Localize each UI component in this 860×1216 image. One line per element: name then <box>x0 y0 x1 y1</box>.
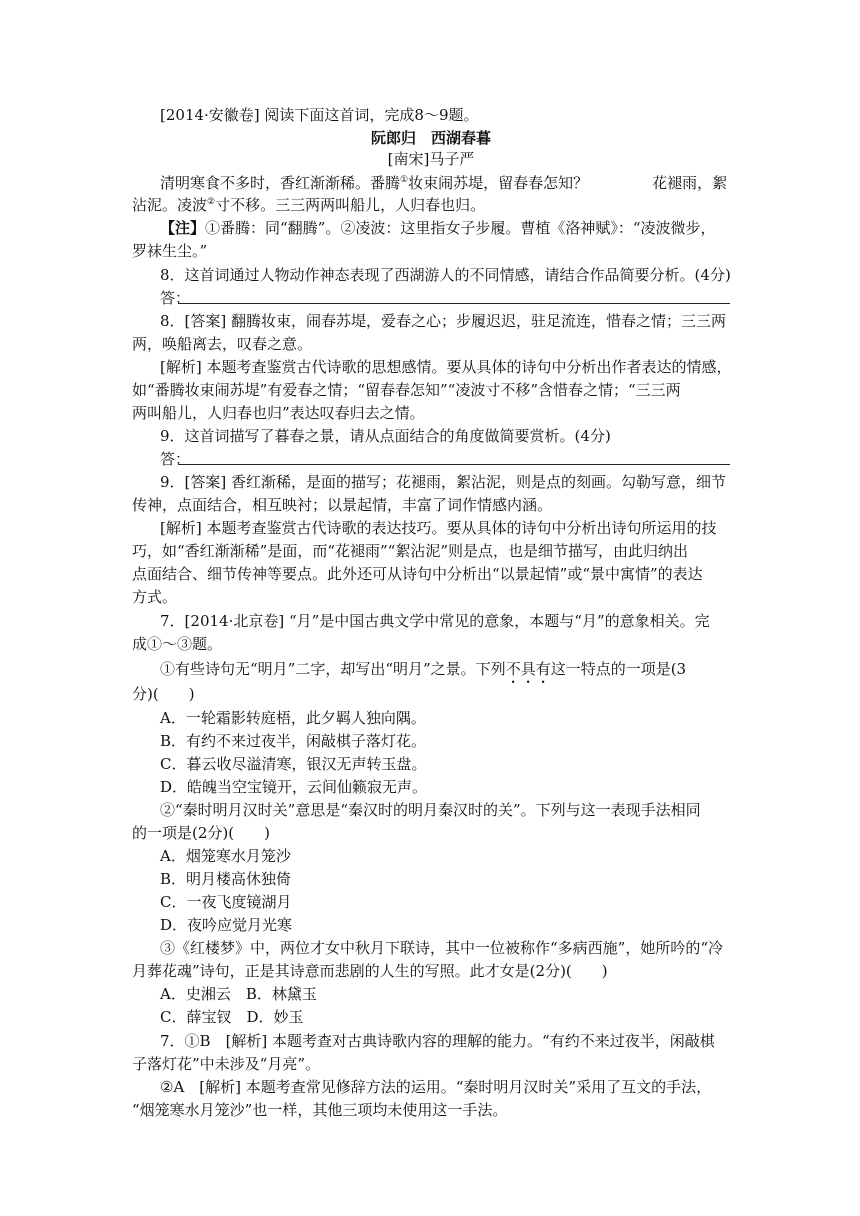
note-line-2: 罗袜生尘。” <box>132 242 208 260</box>
option-2b: B．明月楼高休独倚 <box>160 870 292 888</box>
footnote-marker: ① <box>400 175 409 185</box>
poem-title: 阮郎归 西湖春暮 <box>370 129 491 147</box>
poem-text: 妆束闹苏堤，留春春怎知？ <box>408 174 589 192</box>
analysis-9-line-2: 巧，如“香红渐渐稀”是面，而“花褪雨”“絮沾泥”则是点，也是细节描写，由此归纳出 <box>132 542 689 560</box>
option-2a: A．烟笼寒水月笼沙 <box>160 847 291 865</box>
question-9: 9．这首词描写了暮春之景，请从点面结合的角度做简要赏析。(4分) <box>160 427 611 445</box>
option-1a: A．一轮霜影转庭梧，此夕羁人独向隅。 <box>160 709 426 727</box>
note-text: ①番腾：同“翻腾”。②凌波：这里指女子步履。曹植《洛神赋》：“凌波微步， <box>205 219 716 237</box>
option-2c: C．一夜飞度镜湖月 <box>160 893 292 911</box>
subquestion-3-line-2: 月葬花魂”诗句，正是其诗意而悲剧的人生的写照。此才女是(2分)( ) <box>132 962 608 980</box>
answer-7-line-3: ②A [解析] 本题考查常见修辞方法的运用。“秦时明月汉时关”采用了互文的手法， <box>160 1078 712 1096</box>
poem-text: 清明寒食不多时，香红渐渐稀。番腾 <box>160 174 401 192</box>
poem-text: 寸不移。三三两两叫船儿，人归春也归。 <box>215 196 486 214</box>
option-1b: B．有约不来过夜半，闲敲棋子落灯花。 <box>160 732 427 750</box>
answer-7-line-1: 7．①B [解析] 本题考查对古典诗歌内容的理解的能力。“有约不来过夜半，闲敲棋 <box>160 1032 715 1050</box>
poem-line-2 <box>132 194 485 217</box>
intro-line: [2014·安徽卷] 阅读下面这首词，完成8～9题。 <box>160 106 479 124</box>
answer-rule-8 <box>178 303 730 304</box>
answer-7-line-2: 子落灯花”中未涉及“月亮”。 <box>132 1055 321 1073</box>
subquestion-text: ①有些诗句无“明月”二字，却写出“明月”之景。下列 <box>160 660 506 678</box>
note-label: 【注】 <box>160 219 206 237</box>
analysis-9-line-4: 方式。 <box>132 588 178 606</box>
answer-7-line-4: “烟笼寒水月笼沙”也一样，其他三项均未使用这一手法。 <box>132 1101 508 1119</box>
note-line-1 <box>160 217 716 240</box>
analysis-8-line-3: 两叫船儿，人归春也归”表达叹春归去之情。 <box>132 404 425 422</box>
analysis-8-line-2: 如“番腾妆束闹苏堤”有爱春之情；“留春春怎知”“凌波寸不移”含惜春之情；“三三两 <box>132 381 681 399</box>
question-7-line-2: 成①～③题。 <box>132 635 223 653</box>
subquestion-1-line-2: 分)( ) <box>132 685 195 703</box>
answer-rule-9 <box>178 464 730 465</box>
poem-author: [南宋]马子严 <box>387 150 475 168</box>
poem-line-1 <box>160 172 727 195</box>
analysis-8-line-1: [解析] 本题考查鉴赏古代诗歌的思想感情。要从具体的诗句中分析出作者表达的情感， <box>160 358 732 376</box>
options-3-row-2: C．薛宝钗 D．妙玉 <box>160 1008 304 1026</box>
answer-label-9: 答： <box>160 450 191 468</box>
footnote-marker: ② <box>207 197 216 207</box>
options-3-row-1: A．史湘云 B．林黛玉 <box>160 985 317 1003</box>
subquestion-3-line-1: ③《红楼梦》中，两位才女中秋月下联诗，其中一位被称作“多病西施”，她所吟的“冷 <box>160 939 724 957</box>
analysis-9-line-1: [解析] 本题考查鉴赏古代诗歌的表达技巧。要从具体的诗句中分析出诗句所运用的技 <box>160 519 717 537</box>
answer-8-line-2: 两，唤船离去，叹春之意。 <box>132 335 313 353</box>
answer-8-line-1: 8．[答案] 翻腾妆束，闹春苏堤，爱春之心；步履迟迟，驻足流连，惜春之情；三三两 <box>160 312 727 330</box>
answer-9-line-2: 传神，点面结合，相互映衬；以景起情，丰富了词作情感内涵。 <box>132 496 553 514</box>
subquestion-1-line-1 <box>160 658 686 687</box>
option-2d: D．夜吟应觉月光寒 <box>160 916 293 934</box>
poem-text: 花褪雨，絮 <box>652 174 728 192</box>
answer-label-8: 答： <box>160 289 191 307</box>
subquestion-text: 这一特点的一项是(3 <box>550 660 687 678</box>
subquestion-2-line-2: 的一项是(2分)( ) <box>132 824 270 842</box>
analysis-9-line-3: 点面结合、细节传神等要点。此外还可从诗句中分析出“以景起情”或“景中寓情”的表达 <box>132 565 703 583</box>
answer-9-line-1: 9．[答案] 香红渐稀，是面的描写；花褪雨，絮沾泥，则是点的刻画。勾勒写意，细节 <box>160 473 727 491</box>
option-1d: D．皓魄当空宝镜开，云间仙籁寂无声。 <box>160 778 428 796</box>
option-1c: C．暮云收尽溢清寒，银汉无声转玉盘。 <box>160 755 427 773</box>
question-8: 8．这首词通过人物动作神态表现了西湖游人的不同情感，请结合作品简要分析。(4分) <box>160 266 731 284</box>
poem-text: 沾泥。凌波 <box>132 196 208 214</box>
subquestion-2-line-1: ②“秦时明月汉时关”意思是“秦汉时的明月秦汉时的关”。下列与这一表现手法相同 <box>160 801 701 819</box>
emphasis-text: 不具有 <box>505 660 551 678</box>
question-7-line-1: 7．[2014·北京卷] “月”是中国古典文学中常见的意象，本题与“月”的意象相关。完 <box>160 612 710 630</box>
